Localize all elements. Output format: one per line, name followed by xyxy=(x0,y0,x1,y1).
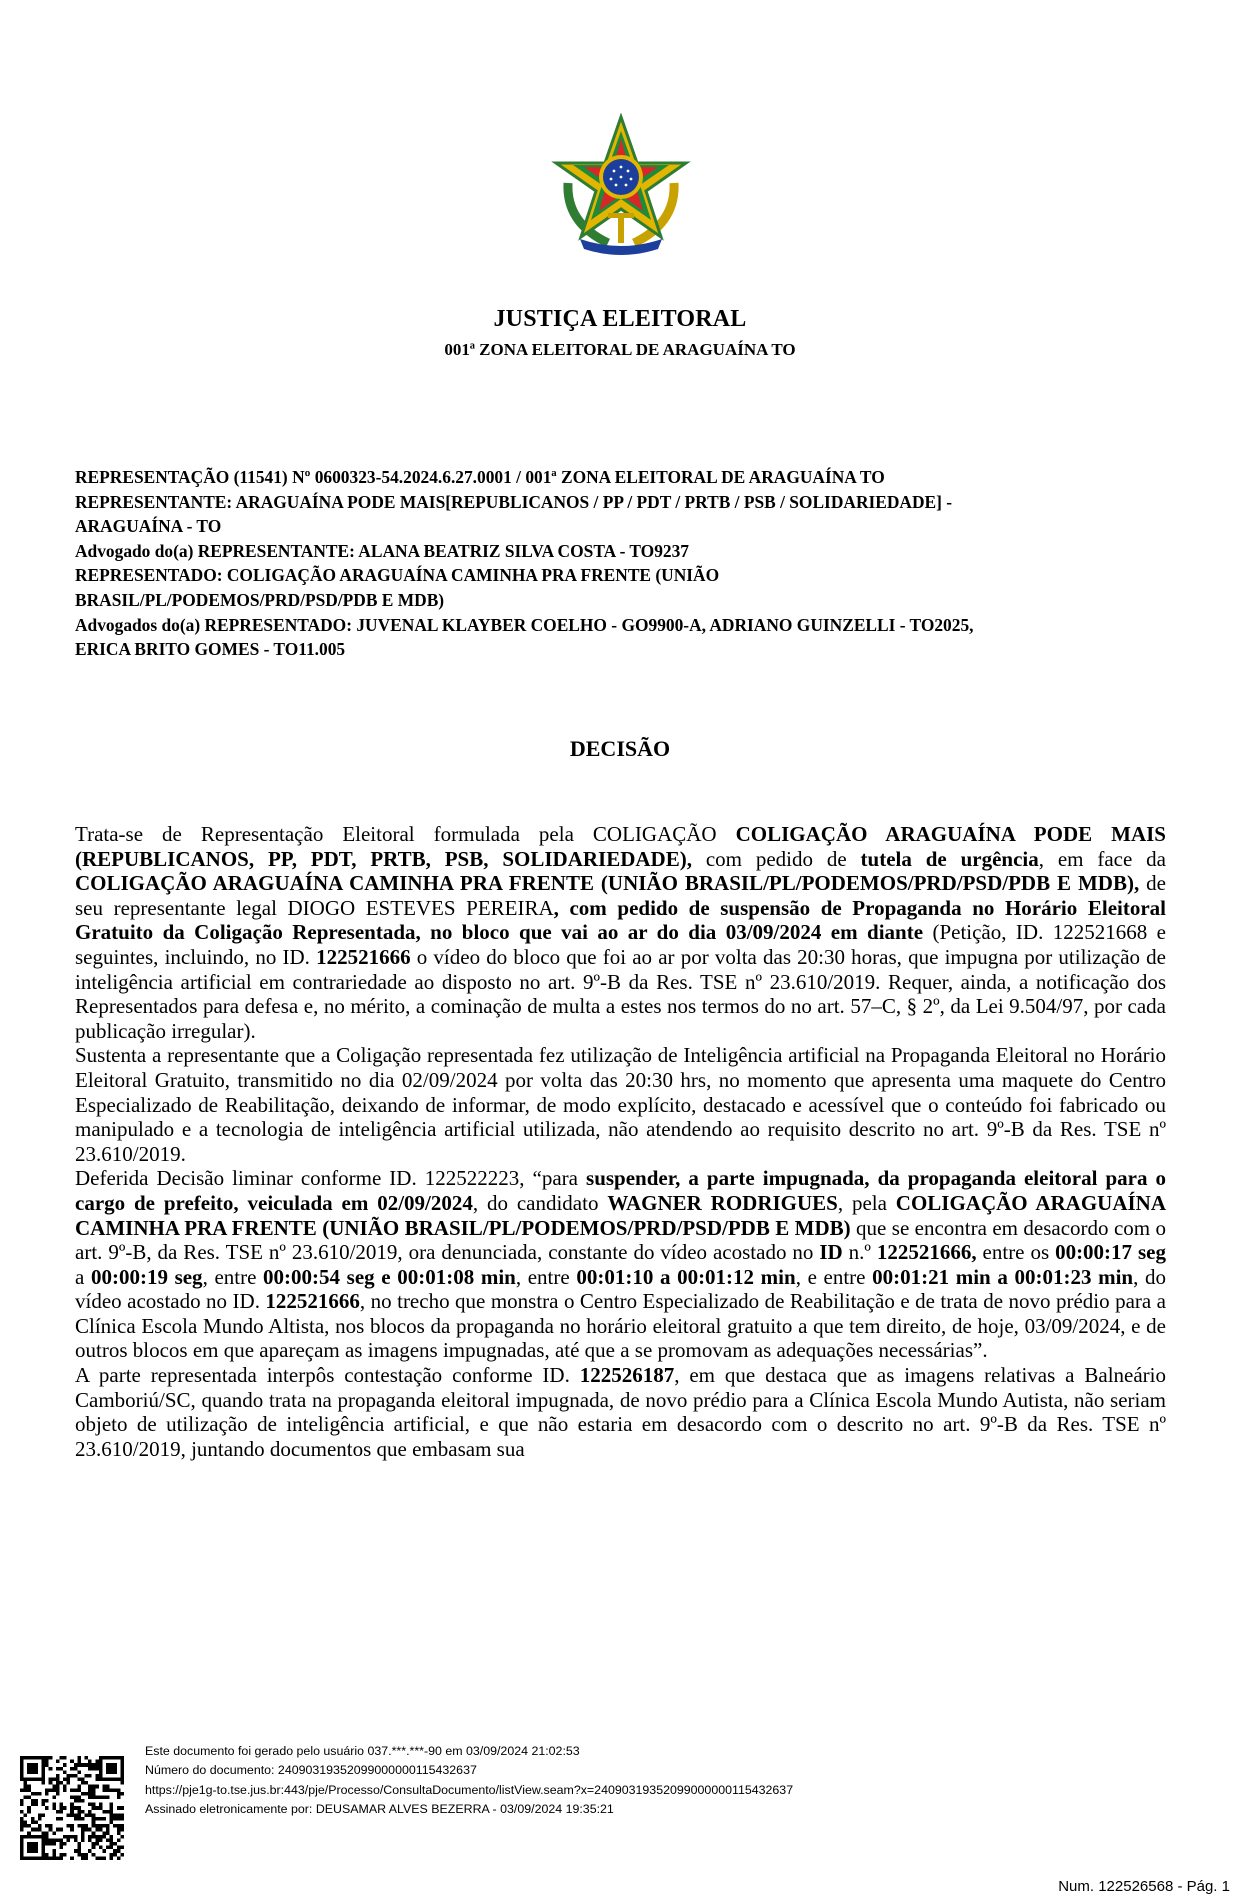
text-run: Trata-se de Representação Eleitoral formulada pela COLIGAÇÃO xyxy=(75,822,736,846)
case-line: REPRESENTADO: COLIGAÇÃO ARAGUAÍNA CAMINHA PRA FRENTE (UNIÃO xyxy=(75,565,720,586)
decision-paragraph xyxy=(75,1043,1166,1166)
bold-text-run: , com pedido de suspensão de Propaganda no Horário Eleitoral Gratuito da Coligação Representada, no bloco que vai ao ar do dia 03/09/2024 em diante xyxy=(75,895,1166,945)
bold-text-run: 00:01:10 a 00:01:12 min xyxy=(576,1264,796,1289)
text-run: Sustenta a representante que a Coligação representada fez utilização de Inteligência artificial na Propaganda Eleitoral no Horário Eleitoral Gratuito, transmitido no dia 02/09/2024 por volta das 20:30 hrs, no momento que apresenta uma maquete do Centro Especializado de Reabilitação, deixando de informar, de modo explícito, destacado e acessível que o conteúdo foi fabricado ou manipulado e a tecnologia de inteligência artificial utilizada, não atendendo ao requisito descrito no art. 9º-B da Res. TSE nº 23.610/2019. xyxy=(75,1043,1166,1166)
text-run: com pedido de xyxy=(691,846,861,871)
case-line: REPRESENTANTE: ARAGUAÍNA PODE MAIS[REPUBLICANOS / PP / PDT / PRTB / PSB / SOLIDARIEDADE] - xyxy=(75,491,953,512)
case-line: Advogado do(a) REPRESENTANTE: ALANA BEATRIZ SILVA COSTA - TO9237 xyxy=(75,540,689,561)
court-title: JUSTIÇA ELEITORAL xyxy=(493,306,747,332)
bold-text-run: COLIGAÇÃO ARAGUAÍNA CAMINHA PRA FRENTE (UNIÃO BRASIL/PL/PODEMOS/PRD/PSD/PDB E MDB), xyxy=(75,871,1140,896)
case-line: BRASIL/PL/PODEMOS/PRD/PSD/PDB E MDB) xyxy=(75,589,445,610)
decision-paragraph xyxy=(75,1166,1166,1363)
text-run: que se encontra em desacordo com o art. 9º-B, da Res. TSE nº 23.610/2019, ora denunciada, constante do vídeo acostado no xyxy=(75,1215,1167,1265)
text-run: A parte representada interpôs contestação conforme ID. xyxy=(75,1363,580,1388)
electoral-zone-subtitle: 001ª ZONA ELEITORAL DE ARAGUAÍNA TO xyxy=(444,340,796,359)
bold-text-run: suspender, a parte impugnada, da propaganda eleitoral para o cargo de prefeito, veiculada em 02/09/2024 xyxy=(75,1166,1166,1215)
text-run: , em que destaca que as imagens relativas a Balneário Camboriú/SC, quando trata na propaganda eleitoral impugnada, de novo prédio para a Clínica Escola Mundo Autista, não seriam objeto de utilização de inteligência artificial, e que não estaria em desacordo com o descrito no art. 9º-B da Res. TSE nº 23.610/2019, juntando documentos que embasam sua xyxy=(75,1363,1167,1461)
page-number: Num. 122526568 - Pág. 1 xyxy=(1058,1878,1230,1895)
bold-text-run: COLIGAÇÃO ARAGUAÍNA PODE MAIS (REPUBLICANOS, PP, PDT, PRTB, PSB, SOLIDARIEDADE), xyxy=(75,822,1166,871)
bold-text-run: 00:00:54 seg e 00:01:08 min xyxy=(263,1264,516,1289)
bold-text-run: 00:01:21 min a 00:01:23 min xyxy=(872,1264,1134,1289)
text-run: , pela xyxy=(837,1190,896,1215)
text-run: (Petição, ID. 122521668 e seguintes, incluindo, no ID. xyxy=(75,920,1166,969)
decision-title: DECISÃO xyxy=(569,736,671,761)
bold-text-run: 122521666 xyxy=(265,1289,360,1314)
bold-text-run: ID xyxy=(819,1240,843,1265)
document-footer xyxy=(145,1742,1045,1820)
text-run: de seu representante legal DIOGO ESTEVES PEREIRA xyxy=(75,871,1166,920)
bold-text-run: COLIGAÇÃO ARAGUAÍNA CAMINHA PRA FRENTE (UNIÃO BRASIL/PL/PODEMOS/PRD/PSD/PDB E MDB) xyxy=(75,1190,1166,1240)
text-run: entre os xyxy=(976,1240,1056,1265)
decision-paragraph xyxy=(75,1363,1166,1461)
case-line: REPRESENTAÇÃO (11541) Nº 0600323-54.2024.6.27.0001 / 001ª ZONA ELEITORAL DE ARAGUAÍNA TO xyxy=(75,467,885,487)
case-line: Advogados do(a) REPRESENTADO: JUVENAL KLAYBER COELHO - GO9900-A, ADRIANO GUINZELLI - TO2025, xyxy=(75,614,974,635)
bold-text-run: tutela de urgência xyxy=(860,846,1039,871)
decision-body xyxy=(75,822,1166,1461)
qr-code-icon xyxy=(20,1756,124,1860)
case-information xyxy=(75,465,1165,662)
text-run: , entre xyxy=(202,1264,264,1289)
bold-text-run: 00:00:19 seg xyxy=(90,1264,203,1289)
text-run: o vídeo do bloco que foi ao ar por volta das 20:30 horas, que impugna por utilização de inteligência artificial em contrariedade ao disposto no art. 9º-B da Res. TSE nº 23.610/2019. Requer, ainda, a notificação dos Representados para defesa e, no mérito, a cominação de multa a estes nos termos do no art. 57–C, § 2º, da Lei 9.504/97, por cada publicação irregular). xyxy=(75,944,1167,1043)
bold-text-run: 00:00:17 seg xyxy=(1055,1240,1166,1265)
text-run: , do vídeo acostado no ID. xyxy=(75,1264,1166,1314)
text-run: , no trecho que monstra o Centro Especializado de Reabilitação e de trata de novo prédio para a Clínica Escola Mundo Altista, nos blocos da propaganda no horário eleitoral gratuito a que tem direito, de hoje, 03/09/2024, e de outros blocos em que apareçam as imagens impugnadas, até que a se promovam as adequações necessárias”. xyxy=(75,1289,1166,1363)
text-run: , em face da xyxy=(1038,846,1167,871)
case-line: ERICA BRITO GOMES - TO11.005 xyxy=(75,639,346,660)
text-run: n.º xyxy=(842,1240,877,1265)
case-line: ARAGUAÍNA - TO xyxy=(75,516,222,537)
text-run: , e entre xyxy=(795,1264,873,1289)
bold-text-run: 122521666, xyxy=(876,1240,977,1265)
text-run: , do candidato xyxy=(472,1190,608,1215)
bold-text-run: WAGNER RODRIGUES xyxy=(607,1190,838,1215)
coat-of-arms-emblem xyxy=(548,113,694,259)
decision-paragraph xyxy=(75,822,1166,1043)
text-run: a xyxy=(75,1264,91,1289)
footer-line: https://pje1g-to.tse.jus.br:443/pje/Processo/ConsultaDocumento/listView.seam?x=24090319352099000000115432637 xyxy=(145,1782,794,1797)
text-run: Deferida Decisão liminar conforme ID. 122522223, “para xyxy=(75,1166,587,1191)
footer-line: Assinado eletronicamente por: DEUSAMAR ALVES BEZERRA - 03/09/2024 19:35:21 xyxy=(145,1802,614,1817)
text-run: , entre xyxy=(515,1264,577,1289)
bold-text-run: 122526187 xyxy=(579,1363,675,1388)
bold-text-run: 122521666 xyxy=(316,944,411,969)
footer-line: Número do documento: 24090319352099000000115432637 xyxy=(145,1763,477,1778)
footer-line: Este documento foi gerado pelo usuário 037.***.***-90 em 03/09/2024 21:02:53 xyxy=(145,1744,580,1758)
